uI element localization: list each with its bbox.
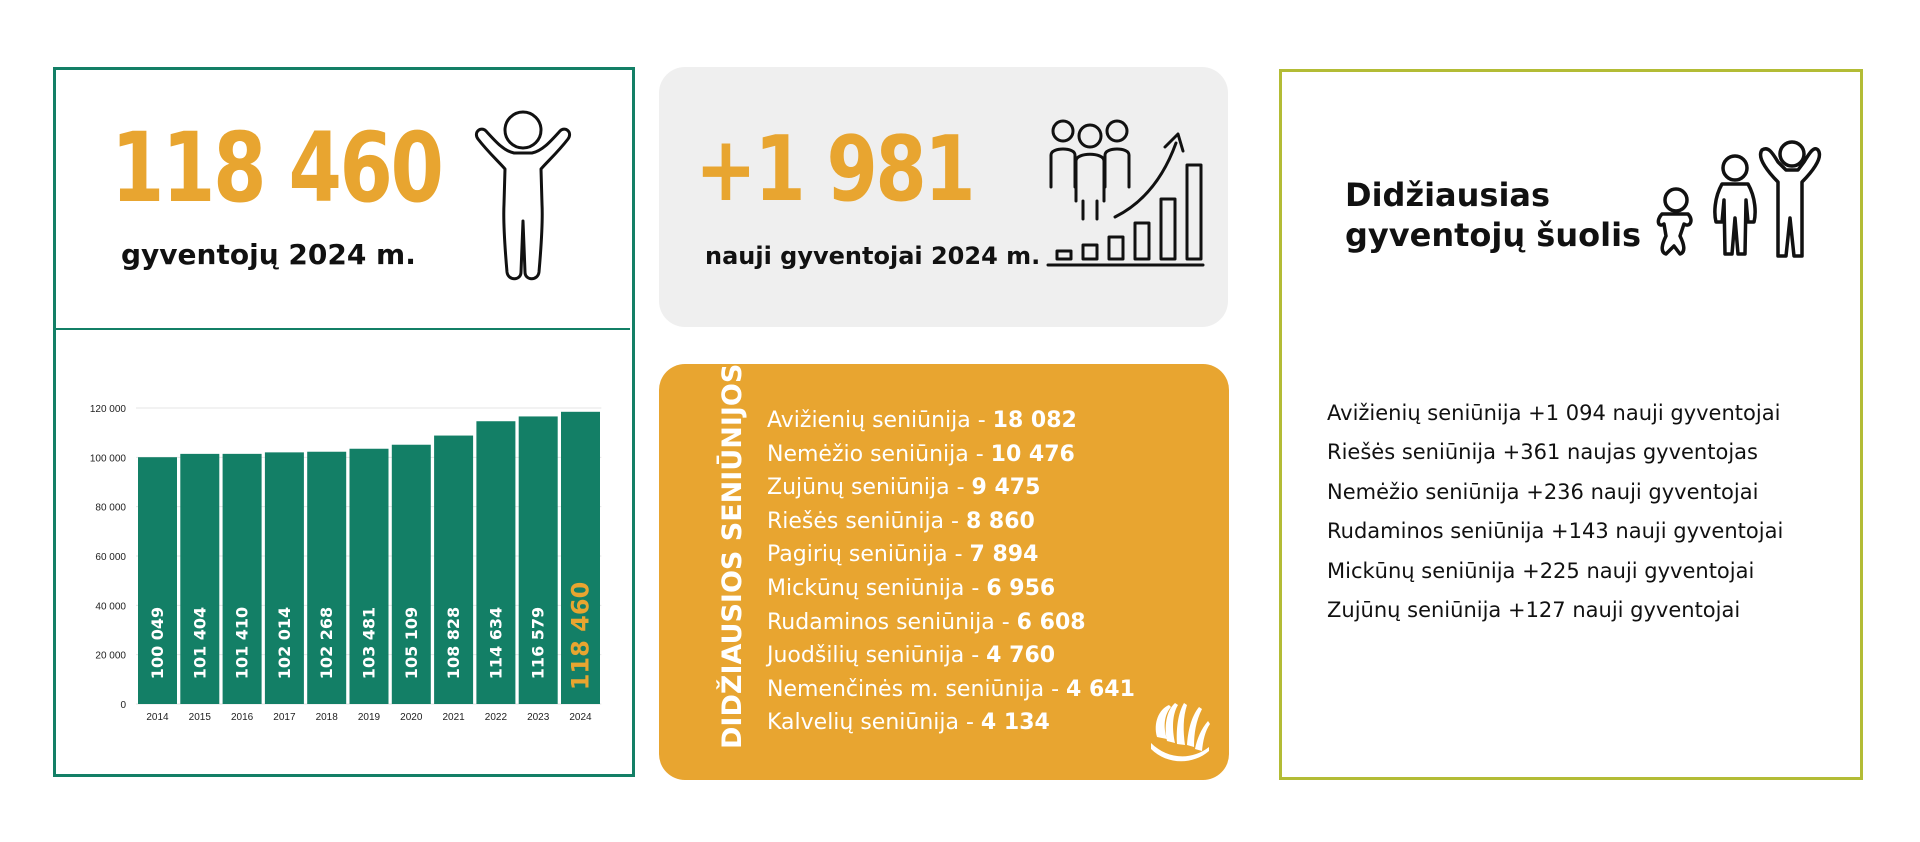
largest-seniunija-item xyxy=(767,538,1135,572)
x-tick-label: 2014 xyxy=(146,712,169,723)
bar-value-label: 114 634 xyxy=(486,606,506,680)
largest-seniunija-item xyxy=(767,505,1135,539)
total-population-value: 118 460 xyxy=(111,112,442,224)
seniunija-population: 4 641 xyxy=(1066,676,1135,702)
x-tick-label: 2020 xyxy=(400,712,423,723)
person-arms-up-icon xyxy=(468,109,578,284)
total-population-label: gyventojų 2024 m. xyxy=(121,238,416,271)
panel-divider xyxy=(56,328,630,330)
population-jump-panel xyxy=(1279,69,1863,780)
population-jump-title xyxy=(1345,175,1641,255)
y-tick-label: 0 xyxy=(120,700,126,711)
y-tick-label: 120 000 xyxy=(89,404,126,415)
y-tick-label: 40 000 xyxy=(95,601,126,613)
population-bar-chart xyxy=(76,400,636,780)
family-icon xyxy=(1652,138,1837,263)
x-tick-label: 2019 xyxy=(357,712,381,723)
population-jump-item: Nemėžio seniūnija +236 nauji gyventojai xyxy=(1327,479,1759,504)
x-tick-label: 2015 xyxy=(188,712,211,723)
bar-value-label: 116 579 xyxy=(528,606,548,680)
x-tick-label: 2024 xyxy=(569,712,592,723)
seniunija-population: 7 894 xyxy=(969,542,1039,568)
y-tick-label: 20 000 xyxy=(95,650,126,662)
seniunija-name: Riešės seniūnija - xyxy=(767,508,966,534)
seniunija-name: Mickūnų seniūnija - xyxy=(767,575,987,601)
largest-seniunija-item xyxy=(767,706,1135,740)
seniunija-name: Avižienių seniūnija - xyxy=(767,408,993,433)
shell-logo-icon xyxy=(1147,697,1213,763)
seniunija-name: Juodšilių seniūnija - xyxy=(767,643,987,669)
largest-seniunijos-panel xyxy=(659,364,1229,780)
largest-seniunija-item xyxy=(767,673,1135,707)
x-tick-label: 2017 xyxy=(273,712,296,723)
seniunija-population: 8 860 xyxy=(965,508,1035,534)
largest-seniunija-item xyxy=(767,438,1135,472)
x-tick-label: 2022 xyxy=(484,712,508,723)
bar-value-label: 108 828 xyxy=(444,606,464,680)
y-tick-label: 100 000 xyxy=(89,453,126,465)
y-tick-label: 60 000 xyxy=(95,552,126,563)
new-residents-panel xyxy=(659,67,1228,327)
population-jump-title-line2: gyventojų šuolis xyxy=(1345,216,1642,254)
seniunija-name: Kalvelių seniūnija - xyxy=(767,710,981,736)
bar-value-label: 100 049 xyxy=(148,606,167,680)
x-tick-label: 2021 xyxy=(442,712,465,723)
largest-seniunija-item xyxy=(767,404,1135,438)
bar-value-label: 102 014 xyxy=(274,606,294,680)
population-jump-title-line1: Didžiausias xyxy=(1345,176,1551,214)
seniunija-population: 6 956 xyxy=(986,575,1056,601)
seniunija-name: Nemėžio seniūnija - xyxy=(767,441,991,467)
population-growth-chart-icon xyxy=(1043,119,1208,274)
seniunija-name: Nemenčinės m. seniūnija - xyxy=(767,676,1067,702)
largest-seniunija-item xyxy=(767,606,1135,640)
bar-value-label: 105 109 xyxy=(401,606,421,680)
population-jump-item: Rudaminos seniūnija +143 nauji gyventojai xyxy=(1327,519,1784,544)
new-residents-value: +1 981 xyxy=(695,117,974,222)
bar-value-label: 101 404 xyxy=(190,606,210,680)
bar-value-label: 101 410 xyxy=(232,606,252,680)
population-jump-item: Avižienių seniūnija +1 094 nauji gyventojai xyxy=(1327,401,1781,425)
total-population-panel xyxy=(53,67,635,777)
new-residents-label: nauji gyventojai 2024 m. xyxy=(705,242,1041,270)
seniunija-population: 10 476 xyxy=(990,441,1075,467)
population-jump-item: Riešės seniūnija +361 naujas gyventojas xyxy=(1327,440,1758,465)
seniunija-population: 18 082 xyxy=(992,408,1077,433)
largest-seniunija-item xyxy=(767,572,1135,606)
seniunija-name: Rudaminos seniūnija - xyxy=(767,609,1017,635)
x-tick-label: 2016 xyxy=(230,712,254,723)
seniunija-population: 6 608 xyxy=(1016,609,1086,635)
largest-seniunija-item xyxy=(767,471,1135,505)
seniunija-name: Pagirių seniūnija - xyxy=(767,542,970,568)
bar-value-label: 118 460 xyxy=(566,581,595,691)
seniunija-population: 4 134 xyxy=(980,710,1050,736)
bar-value-label: 102 268 xyxy=(317,606,337,680)
y-tick-label: 80 000 xyxy=(95,502,126,514)
seniunija-population: 4 760 xyxy=(986,643,1056,669)
population-jump-list xyxy=(1327,394,1783,630)
population-jump-item: Zujūnų seniūnija +127 nauji gyventojai xyxy=(1327,597,1741,622)
largest-seniunijos-list xyxy=(767,404,1135,740)
bar-value-label: 103 481 xyxy=(359,606,379,680)
seniunija-population: 9 475 xyxy=(971,475,1041,501)
population-jump-item: Mickūnų seniūnija +225 nauji gyventojai xyxy=(1327,558,1755,583)
x-tick-label: 2018 xyxy=(315,712,338,723)
seniunija-name: Zujūnų seniūnija - xyxy=(767,475,972,501)
largest-seniunija-item xyxy=(767,639,1135,673)
x-tick-label: 2023 xyxy=(527,712,550,723)
largest-seniunijos-title: DIDŽIAUSIOS SENIŪNIJOS xyxy=(717,363,748,749)
